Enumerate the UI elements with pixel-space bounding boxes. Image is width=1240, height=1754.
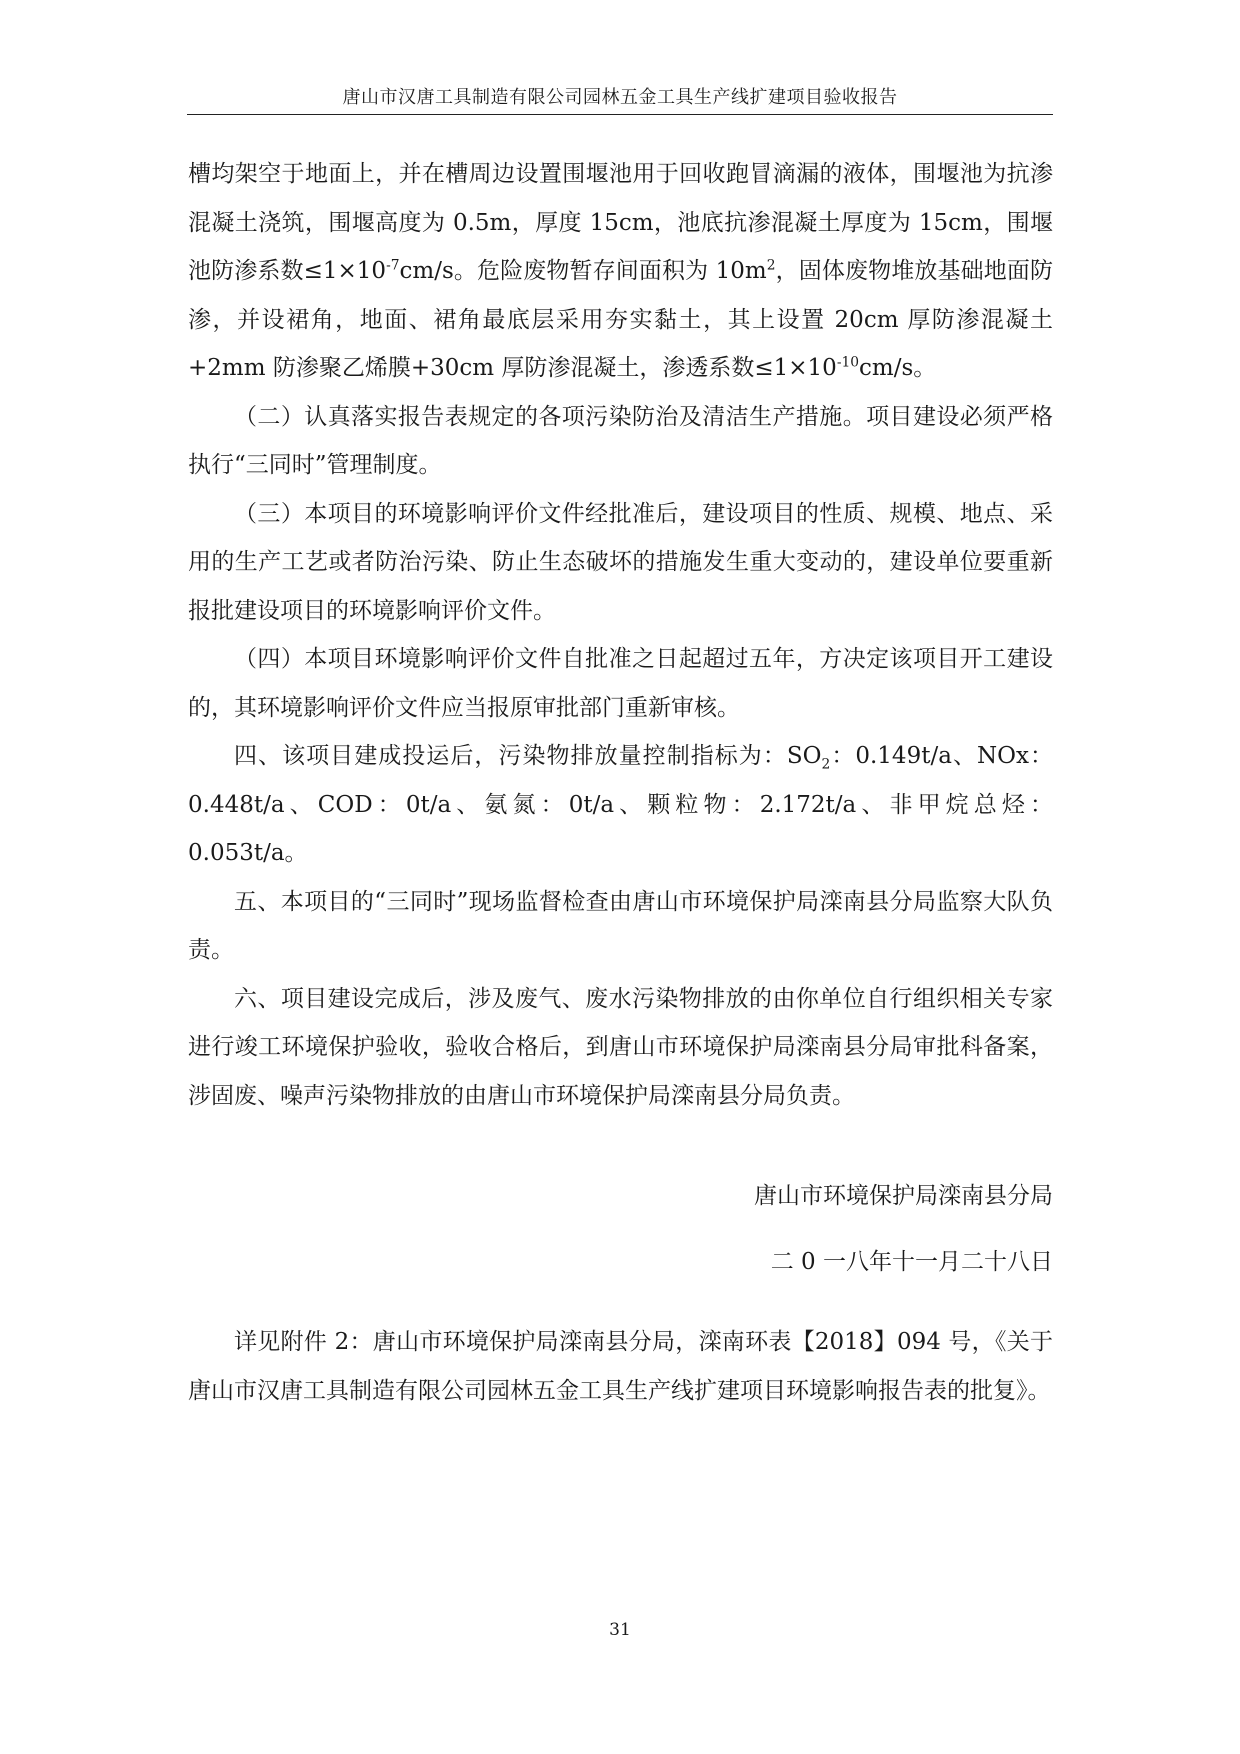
- subscript-2: 2: [821, 756, 831, 773]
- paragraph-1-part-a: 槽均架空于地面上，并在槽周边设置围堰池用于回收跑冒滴漏的液体，围堰池为抗渗混凝土浇筑，围堰高度为 0.5m，厚度 15cm，池底抗渗混凝土厚度为 15cm，围堰池防渗系数≤1×10: [188, 161, 1053, 284]
- signature-date: 二 0 一八年十一月二十八日: [770, 1249, 1053, 1275]
- paragraph-1: [188, 150, 1053, 393]
- paragraph-7: 六、项目建设完成后，涉及废气、废水污染物排放的由你单位自行组织相关专家进行竣工环境保护验收，验收合格后，到唐山市环境保护局滦南县分局审批科备案，涉固废、噪声污染物排放的由唐山市环境保护局滦南县分局负责。: [188, 985, 1053, 1109]
- exponent-1: -7: [386, 257, 400, 274]
- paragraph-6: 五、本项目的“三同时”现场监督检查由唐山市环境保护局滦南县分局监察大队负责。: [188, 888, 1053, 963]
- page-number: 31: [609, 1620, 631, 1640]
- attachment-reference: 详见附件 2：唐山市环境保护局滦南县分局，滦南环表【2018】094 号，《关于唐山市汉唐工具制造有限公司园林五金工具生产线扩建项目环境影响报告表的批复》。: [188, 1329, 1053, 1404]
- paragraph-5-part-a: 四、该项目建成投运后，污染物排放量控制指标为：SO: [234, 743, 822, 769]
- body-text: [188, 150, 1053, 1120]
- paragraph-5-part-b: ：0.149t/a、NOx：0.448t/a、COD：0t/a、氨氮：0t/a、颗粒物：2.172t/a、非甲烷总烃：0.053t/a。: [188, 743, 1053, 866]
- paragraph-1-part-b: cm/s。危险废物暂存间面积为 10m: [399, 258, 767, 284]
- exponent-3: -10: [836, 354, 860, 371]
- page-header-title: 唐山市汉唐工具制造有限公司园林五金工具生产线扩建项目验收报告: [342, 87, 898, 108]
- paragraph-3: （三）本项目的环境影响评价文件经批准后，建设项目的性质、规模、地点、采用的生产工艺或者防治污染、防止生态破坏的措施发生重大变动的，建设单位要重新报批建设项目的环境影响评价文件。: [188, 500, 1053, 624]
- paragraph-1-part-c: ，固体废物堆放基础地面防渗，并设裙角，地面、裙角最底层采用夯实黏土，其上设置 20cm 厚防渗混凝土+2mm 防渗聚乙烯膜+30cm 厚防渗混凝土，渗透系数≤1×10: [188, 258, 1054, 381]
- paragraph-5: [188, 732, 1053, 878]
- paragraph-2: （二）认真落实报告表规定的各项污染防治及清洁生产措施。项目建设必须严格执行“三同时”管理制度。: [188, 403, 1053, 478]
- exponent-2: 2: [766, 257, 776, 274]
- signature-organization: 唐山市环境保护局滦南县分局: [754, 1183, 1053, 1209]
- paragraph-1-part-d: cm/s。: [859, 355, 937, 381]
- header-divider: [187, 114, 1053, 115]
- paragraph-4: （四）本项目环境影响评价文件自批准之日起超过五年，方决定该项目开工建设的，其环境影响评价文件应当报原审批部门重新审核。: [188, 646, 1053, 721]
